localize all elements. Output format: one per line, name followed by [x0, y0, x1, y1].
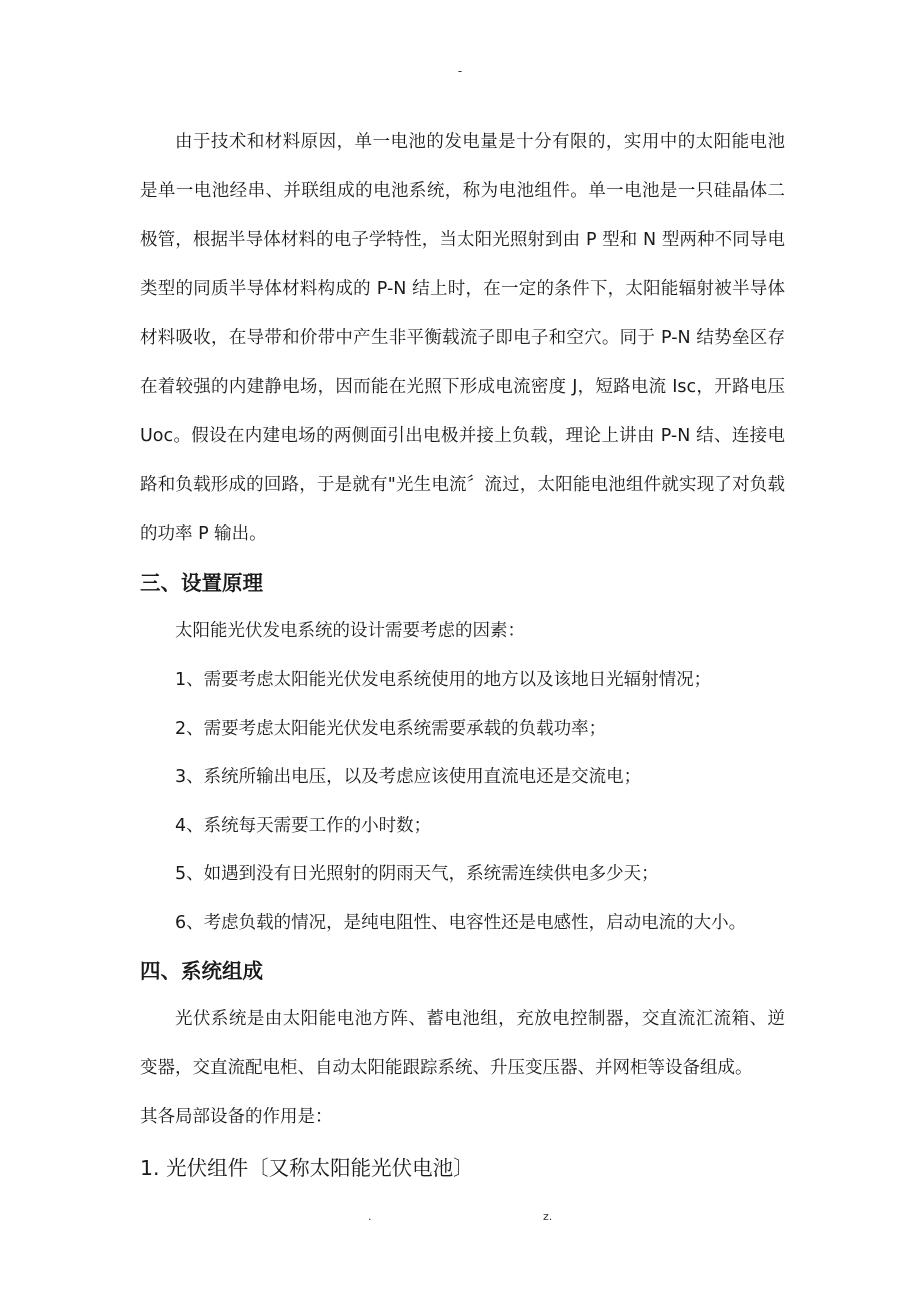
factors-lead: 太阳能光伏发电系统的设计需要考虑的因素：	[175, 621, 525, 641]
page-footer-left: .	[368, 1210, 372, 1223]
composition-followup: 其各局部设备的作用是：	[140, 1107, 333, 1127]
section-heading-composition: 四、系统组成	[140, 959, 263, 983]
intro-paragraph: 由于技术和材料原因，单一电池的发电量是十分有限的，实用中的太阳能电池是单一电池经串、并联组成的电池系统，称为电池组件。单一电池是一只硅晶体二极管，根据半导体材料的电子学特性，当太阳光照射到由 P 型和 N 型两种不同导电类型的同质半导体材料构成的 P-N 结上时，在一定的条件下，太阳能辐射被半导体材料吸收，在导带和价带中产生非平衡载流子即电子和空穴。同于 P-N 结势垒区存在着较强的内建静电场，因而能在光照下形成电流密度 J，短路电流 Isc，开路电压 Uoc。假设在内建电场的两侧面引出电极并接上负载，理论上讲由 P-N 结、连接电路和负载形成的回路，于是就有"光生电流〞流过，太阳能电池组件就实现了对负载的功率 P 输出。	[140, 132, 785, 544]
factors-list	[140, 656, 785, 947]
list-item: 3、系统所输出电压，以及考虑应该使用直流电还是交流电；	[175, 767, 642, 787]
document-body	[140, 118, 785, 1194]
subsection-heading-pv-module: 1. 光伏组件〔又称太阳能光伏电池〕	[140, 1156, 474, 1180]
list-item: 4、系统每天需要工作的小时数；	[175, 815, 432, 836]
section-heading-principle: 三、设置原理	[140, 571, 263, 595]
composition-paragraph: 光伏系统是由太阳能电池方阵、蓄电池组，充放电控制器，交直流汇流箱、逆变器，交直流配电柜、自动太阳能跟踪系统、升压变压器、并网柜等设备组成。	[140, 1009, 785, 1078]
list-item: 5、如遇到没有日光照射的阴雨天气，系统需连续供电多少天；	[175, 864, 659, 884]
list-item: 2、需要考虑太阳能光伏发电系统需要承载的负载功率；	[175, 718, 607, 739]
list-item: 6、考虑负载的情况，是纯电阻性、电容性还是电感性，启动电流的大小。	[175, 912, 747, 933]
list-item: 1、需要考虑太阳能光伏发电系统使用的地方以及该地日光辐射情况；	[175, 670, 712, 690]
page-header-mark: -	[457, 64, 463, 78]
page-footer-right: z.	[543, 1210, 553, 1223]
